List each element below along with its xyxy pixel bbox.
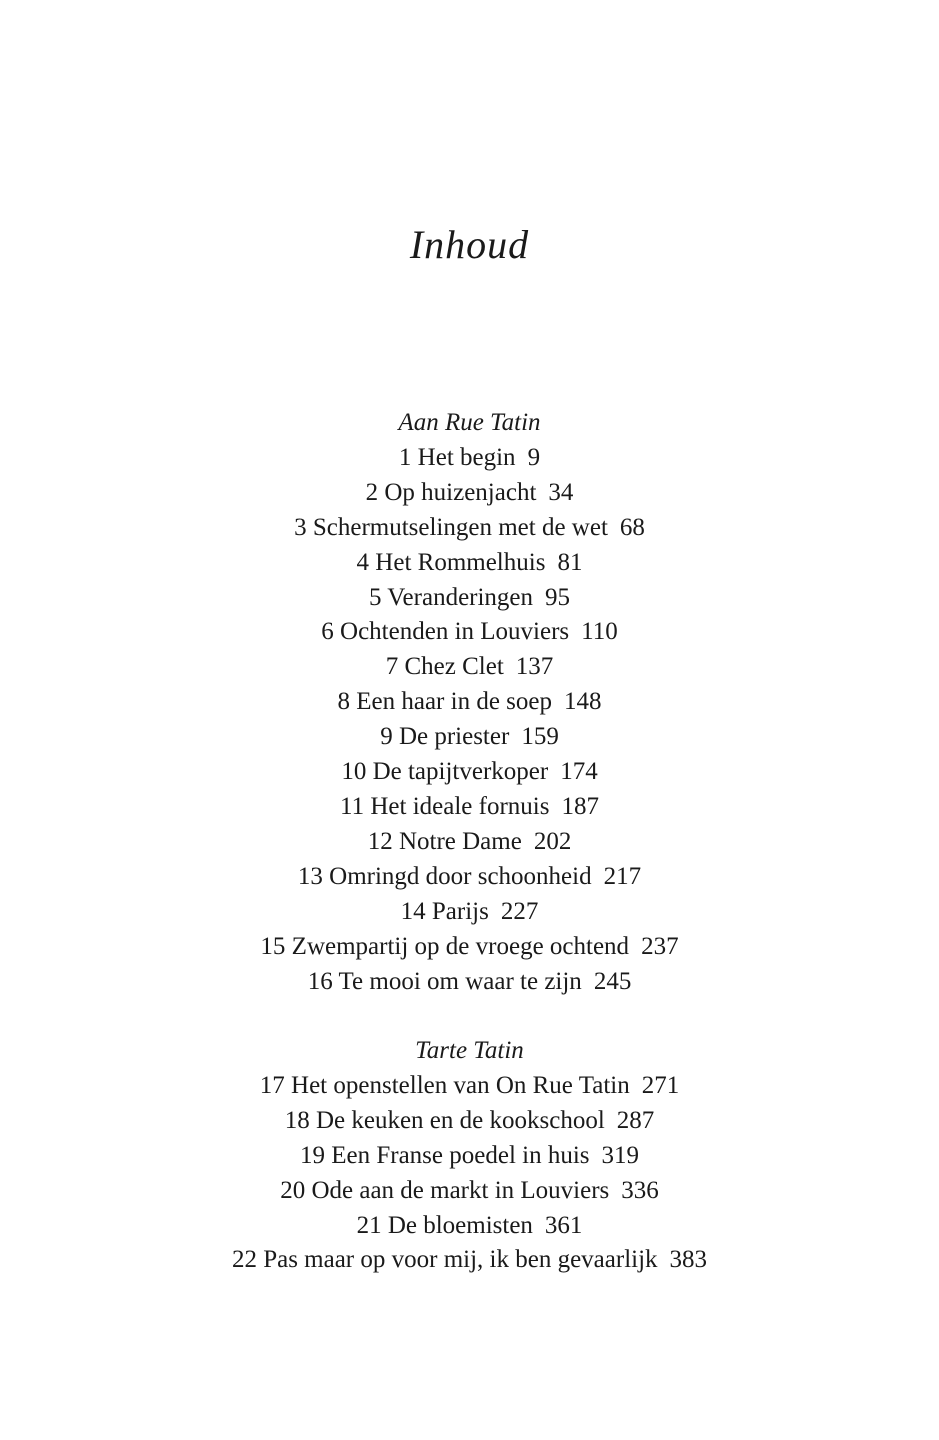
- toc-entry[interactable]: [0, 1243, 939, 1278]
- toc-entry[interactable]: [0, 790, 939, 825]
- toc-entry[interactable]: [0, 1069, 939, 1104]
- page-number: 159: [521, 723, 559, 751]
- chapter-title: Ochtenden in Louviers: [340, 618, 570, 646]
- page-number: 336: [621, 1176, 659, 1204]
- chapter-number: 7: [385, 653, 399, 681]
- chapter-number: 20: [280, 1176, 306, 1204]
- page-number: 217: [603, 862, 642, 890]
- toc-entry[interactable]: [0, 441, 939, 476]
- toc-entry[interactable]: [0, 1104, 939, 1139]
- chapter-number: 18: [284, 1106, 310, 1134]
- page-number: 245: [593, 967, 632, 995]
- chapter-number: 17: [259, 1071, 285, 1099]
- chapter-number: 4: [356, 548, 370, 576]
- toc-entry[interactable]: [0, 615, 939, 650]
- chapter-title: Het ideale fornuis: [370, 792, 550, 820]
- page-number: 148: [564, 688, 602, 716]
- chapter-number: 9: [380, 723, 393, 751]
- chapter-title: Te mooi om waar te zijn: [338, 967, 582, 995]
- toc-entry[interactable]: [0, 650, 939, 685]
- page-number: 287: [616, 1106, 655, 1134]
- page-number: 34: [548, 478, 574, 506]
- toc-entry[interactable]: [0, 511, 939, 546]
- page-number: 237: [641, 932, 679, 960]
- chapter-title: Het openstellen van On Rue Tatin: [291, 1071, 630, 1099]
- page-number: 361: [544, 1211, 583, 1239]
- chapter-number: 21: [356, 1211, 382, 1239]
- toc-entry[interactable]: [0, 930, 939, 965]
- part-heading: Aan Rue Tatin: [398, 409, 541, 436]
- chapter-number: 14: [400, 897, 426, 925]
- chapter-title: Zwempartij op de vroege ochtend: [291, 932, 630, 960]
- toc-entry[interactable]: [0, 581, 939, 616]
- chapter-title: De tapijtverkoper: [372, 758, 549, 786]
- page-number: 271: [641, 1071, 680, 1099]
- chapter-title: De priester: [398, 723, 510, 751]
- page-number: 137: [515, 653, 554, 681]
- chapter-title: Parijs: [431, 897, 489, 925]
- chapter-number: 10: [341, 758, 367, 786]
- chapter-title: Pas maar op voor mij, ik ben gevaarlijk: [263, 1246, 658, 1274]
- page-number: 81: [557, 548, 583, 576]
- toc-entry[interactable]: [0, 685, 939, 720]
- toc-entry[interactable]: [0, 895, 939, 930]
- toc-entry[interactable]: [0, 965, 939, 1000]
- toc-entry[interactable]: [0, 1139, 939, 1174]
- toc-part-aan-rue-tatin: [0, 406, 939, 999]
- chapter-number: 22: [231, 1246, 257, 1274]
- toc-entry[interactable]: [0, 755, 939, 790]
- chapter-title: De bloemisten: [387, 1211, 533, 1239]
- toc-entry[interactable]: [0, 476, 939, 511]
- chapter-number: 8: [337, 688, 350, 716]
- toc-entry[interactable]: [0, 825, 939, 860]
- page-number: 68: [619, 513, 645, 541]
- page-number: 383: [669, 1246, 708, 1274]
- page-number: 227: [500, 897, 539, 925]
- chapter-title: Een Franse poedel in huis: [331, 1141, 590, 1169]
- page-number: 319: [601, 1141, 640, 1169]
- chapter-title: De keuken en de kookschool: [315, 1106, 605, 1134]
- chapter-title: Notre Dame: [398, 827, 522, 855]
- chapter-number: 6: [321, 618, 334, 646]
- page-number: 9: [527, 443, 541, 471]
- page-number: 95: [545, 583, 571, 611]
- toc-entry[interactable]: [0, 860, 939, 895]
- page-number: 110: [581, 618, 618, 646]
- chapter-title: Een haar in de soep: [356, 688, 552, 716]
- chapter-title: Ode aan de markt in Louviers: [311, 1176, 610, 1204]
- chapter-title: Schermutselingen met de wet: [312, 513, 608, 541]
- chapter-number: 3: [294, 513, 307, 541]
- chapter-number: 2: [365, 478, 379, 506]
- chapter-title: Omringd door schoonheid: [329, 862, 592, 890]
- part-heading: Tarte Tatin: [415, 1037, 524, 1064]
- page-number: 174: [560, 758, 598, 786]
- toc-entry[interactable]: [0, 1174, 939, 1209]
- page-title: Inhoud: [409, 222, 530, 267]
- toc-part-tarte-tatin: [0, 1034, 939, 1278]
- chapter-title: Het begin: [417, 443, 516, 471]
- page-number: 202: [533, 827, 572, 855]
- chapter-number: 1: [398, 443, 412, 471]
- chapter-number: 11: [340, 792, 365, 820]
- chapter-number: 16: [307, 967, 333, 995]
- toc-entry[interactable]: [0, 546, 939, 581]
- chapter-number: 5: [368, 583, 382, 611]
- chapter-title: Op huizenjacht: [384, 478, 537, 506]
- chapter-title: Het Rommelhuis: [375, 548, 546, 576]
- chapter-number: 19: [299, 1141, 325, 1169]
- chapter-number: 13: [297, 862, 323, 890]
- page-number: 187: [561, 792, 599, 820]
- chapter-title: Chez Clet: [404, 653, 504, 681]
- toc-entry[interactable]: [0, 720, 939, 755]
- chapter-number: 12: [367, 827, 393, 855]
- chapter-number: 15: [260, 932, 286, 960]
- toc-entry[interactable]: [0, 1209, 939, 1244]
- chapter-title: Veranderingen: [387, 583, 534, 611]
